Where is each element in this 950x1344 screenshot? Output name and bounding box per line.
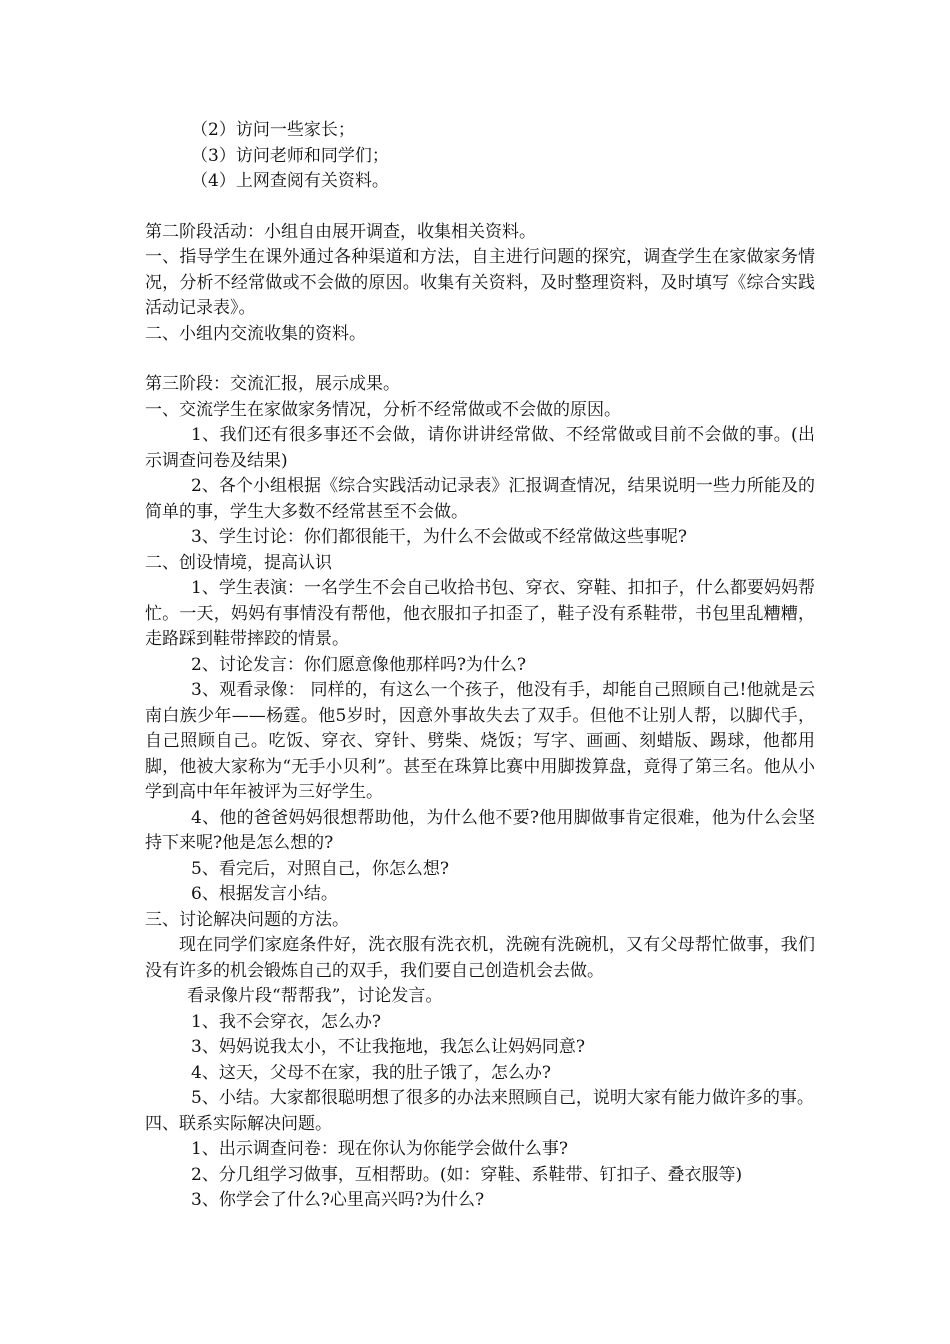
- list-item: 3、妈妈说我太小，不让我拖地，我怎么让妈妈同意?: [191, 1037, 585, 1057]
- stage2-heading: 第二阶段活动：小组自由展开调查，收集相关资料。: [145, 221, 536, 242]
- list-item: 2、分几组学习做事，互相帮助。(如：穿鞋、系鞋带、钉扣子、叠衣服等): [191, 1164, 743, 1185]
- list-item: 3、你学会了什么?心里高兴吗?为什么?: [191, 1190, 485, 1210]
- list-item: 4、这天，父母不在家，我的肚子饿了，怎么办?: [191, 1062, 551, 1083]
- list-item: 4、他的爸爸妈妈很想帮助他，为什么他不要?他用脚做事肯定很难，他为什么会坚持下来呢?他是怎么想的?: [145, 807, 815, 853]
- document-body: [145, 118, 815, 1214]
- list-item: 1、学生表演：一名学生不会自己收拾书包、穿衣、穿鞋、扣扣子，什么都要妈妈帮忙。一天，妈妈有事情没有帮他，他衣服扣子扣歪了，鞋子没有系鞋带，书包里乱糟糟，走路踩到鞋带摔跤的情景。: [145, 578, 815, 649]
- list-item: 5、看完后，对照自己，你怎么想?: [191, 858, 449, 879]
- list-item: 1、出示调查问卷：现在你认为你能学会做什么事?: [191, 1139, 568, 1159]
- section-title: 一、交流学生在家做家务情况，分析不经常做或不会做的原因。: [145, 399, 621, 420]
- list-item: 3、学生讨论：你们都很能干，为什么不会做或不经常做这些事呢?: [191, 527, 687, 547]
- section-title: 二、创设情境，提高认识: [145, 552, 332, 573]
- list-item: 1、我不会穿衣，怎么办?: [191, 1011, 381, 1032]
- section-title: 三、讨论解决问题的方法。: [145, 909, 349, 930]
- list-item: 1、我们还有很多事还不会做，请你讲讲经常做、不经常做或目前不会做的事。(出示调查问卷及结果): [145, 425, 815, 471]
- list-item: （4）上网查阅有关资料。: [191, 171, 389, 191]
- section-paragraph: 现在同学们家庭条件好，洗衣服有洗衣机，洗碗有洗碗机，又有父母帮忙做事，我们没有许多的机会锻炼自己的双手，我们要自己创造机会去做。: [145, 935, 815, 981]
- list-item: 2、讨论发言：你们愿意像他那样吗?为什么?: [191, 654, 527, 675]
- stage2-paragraph: 二、小组内交流收集的资料。: [145, 323, 366, 344]
- list-item: 6、根据发言小结。: [191, 884, 338, 904]
- spacer: [145, 195, 815, 220]
- list-item: 2、各个小组根据《综合实践活动记录表》汇报调查情况，结果说明一些力所能及的简单的事，学生大多数不经常甚至不会做。: [145, 476, 815, 522]
- stage3-heading: 第三阶段：交流汇报，展示成果。: [145, 374, 400, 394]
- section-title: 四、联系实际解决问题。: [145, 1113, 332, 1134]
- list-item: （2）访问一些家长；: [191, 120, 355, 140]
- list-item: （3）访问老师和同学们；: [191, 145, 389, 166]
- section-paragraph: 看录像片段“帮帮我”，讨论发言。: [187, 986, 443, 1006]
- list-item: 3、观看录像： 同样的，有这么一个孩子，他没有手，却能自己照顾自己!他就是云南白族少年——杨霆。他5岁时，因意外事故失去了双手。但他不让别人帮，以脚代手，自己照顾自己。吃饭、穿衣、穿针、劈柴、烧饭；写字、画画、刻蜡版、踢球，他都用脚，他被大家称为“无手小贝利”。甚至在珠算比赛中用脚拨算盘，竟得了第三名。他从小学到高中年年被评为三好学生。: [145, 680, 815, 802]
- stage2-paragraph: 一、指导学生在课外通过各种渠道和方法，自主进行问题的探究，调查学生在家做家务情况，分析不经常做或不会做的原因。收集有关资料，及时整理资料，及时填写《综合实践活动记录表》。: [145, 247, 815, 318]
- spacer: [145, 347, 815, 372]
- list-item: 5、小结。大家都很聪明想了很多的办法来照顾自己，说明大家有能力做许多的事。: [191, 1088, 814, 1108]
